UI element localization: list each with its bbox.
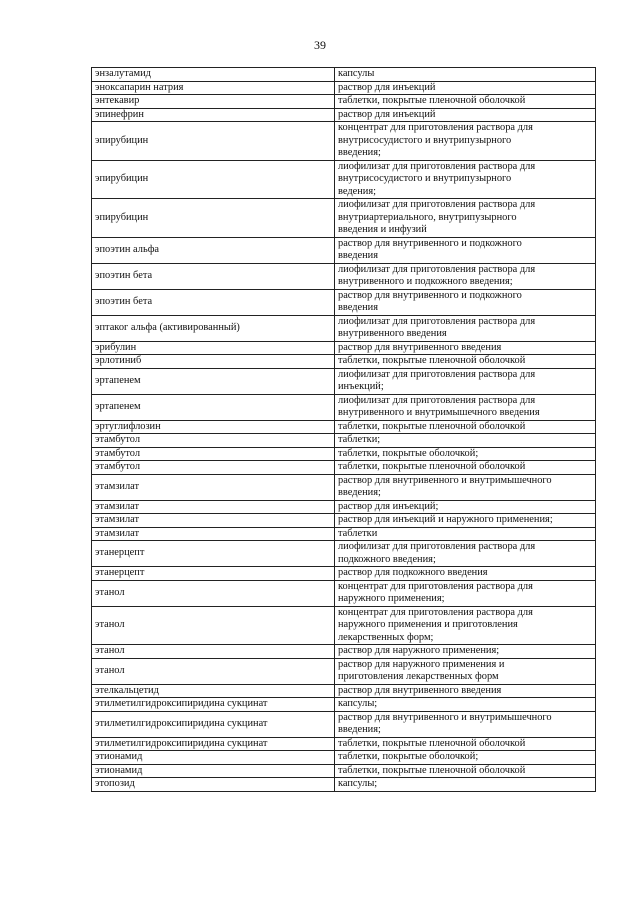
table-row	[92, 420, 596, 434]
table-row	[92, 394, 596, 420]
dosage-form-cell: капсулы;	[335, 778, 596, 792]
dosage-form-cell: раствор для наружного применения и приготовления лекарственных форм	[335, 658, 596, 684]
table-row	[92, 447, 596, 461]
dosage-form-cell: раствор для инъекций;	[335, 500, 596, 514]
drug-name-cell: этанол	[92, 606, 335, 645]
table-row	[92, 95, 596, 109]
dosage-form-cell: концентрат для приготовления раствора для наружного применения;	[335, 580, 596, 606]
drug-name-cell: энзалутамид	[92, 68, 335, 82]
dosage-form-cell: лиофилизат для приготовления раствора для внутрисосудистого и внутрипузырного ведения;	[335, 160, 596, 199]
drug-name-cell: этилметилгидроксипиридина сукцинат	[92, 737, 335, 751]
drug-name-cell: этанерцепт	[92, 567, 335, 581]
drug-name-cell: эрибулин	[92, 341, 335, 355]
table-body	[92, 68, 596, 792]
dosage-form-cell: лиофилизат для приготовления раствора для внутриартериального, внутрипузырного введения и инфузий	[335, 199, 596, 238]
drug-name-cell: этелкальцетид	[92, 684, 335, 698]
drug-name-cell: этилметилгидроксипиридина сукцинат	[92, 698, 335, 712]
table-row	[92, 698, 596, 712]
drug-name-cell: этамзилат	[92, 500, 335, 514]
table-row	[92, 764, 596, 778]
dosage-form-cell: раствор для инъекций и наружного применения;	[335, 514, 596, 528]
table-row	[92, 751, 596, 765]
dosage-form-cell: таблетки, покрытые оболочкой;	[335, 447, 596, 461]
table-row	[92, 68, 596, 82]
dosage-form-cell: таблетки;	[335, 434, 596, 448]
drug-name-cell: этанол	[92, 658, 335, 684]
table-row	[92, 237, 596, 263]
drug-table	[91, 67, 596, 792]
dosage-form-cell: таблетки, покрытые пленочной оболочкой	[335, 461, 596, 475]
drug-name-cell: этанол	[92, 645, 335, 659]
dosage-form-cell: лиофилизат для приготовления раствора для внутривенного и подкожного введения;	[335, 263, 596, 289]
drug-name-cell: этионамид	[92, 751, 335, 765]
dosage-form-cell: таблетки, покрытые пленочной оболочкой	[335, 737, 596, 751]
drug-name-cell: этилметилгидроксипиридина сукцинат	[92, 711, 335, 737]
table-row	[92, 527, 596, 541]
dosage-form-cell: капсулы;	[335, 698, 596, 712]
dosage-form-cell: таблетки, покрытые пленочной оболочкой	[335, 420, 596, 434]
drug-name-cell: этамбутол	[92, 461, 335, 475]
table-row	[92, 108, 596, 122]
dosage-form-cell: раствор для внутривенного и внутримышечного введения;	[335, 711, 596, 737]
drug-name-cell: этопозид	[92, 778, 335, 792]
table-row	[92, 711, 596, 737]
table-row	[92, 81, 596, 95]
dosage-form-cell: раствор для внутривенного и подкожного введения	[335, 237, 596, 263]
drug-name-cell: эртапенем	[92, 394, 335, 420]
dosage-form-cell: раствор для внутривенного и подкожного введения	[335, 289, 596, 315]
table-row	[92, 580, 596, 606]
drug-name-cell: эпинефрин	[92, 108, 335, 122]
table-row	[92, 500, 596, 514]
dosage-form-cell: лиофилизат для приготовления раствора для внутривенного введения	[335, 315, 596, 341]
table-row	[92, 160, 596, 199]
table-row	[92, 737, 596, 751]
dosage-form-cell: раствор для внутривенного и внутримышечного введения;	[335, 474, 596, 500]
dosage-form-cell: раствор для подкожного введения	[335, 567, 596, 581]
dosage-form-cell: таблетки, покрытые пленочной оболочкой	[335, 355, 596, 369]
table-row	[92, 645, 596, 659]
table-row	[92, 368, 596, 394]
drug-name-cell: эноксапарин натрия	[92, 81, 335, 95]
table-row	[92, 263, 596, 289]
table-row	[92, 315, 596, 341]
dosage-form-cell: раствор для инъекций	[335, 108, 596, 122]
table-row	[92, 606, 596, 645]
drug-name-cell: эпирубицин	[92, 122, 335, 161]
dosage-form-cell: раствор для инъекций	[335, 81, 596, 95]
dosage-form-cell: таблетки	[335, 527, 596, 541]
dosage-form-cell: лиофилизат для приготовления раствора для внутривенного и внутримышечного введения	[335, 394, 596, 420]
drug-name-cell: эртуглифлозин	[92, 420, 335, 434]
drug-name-cell: этанерцепт	[92, 541, 335, 567]
table-row	[92, 567, 596, 581]
drug-name-cell: этамбутол	[92, 447, 335, 461]
table-row	[92, 199, 596, 238]
page-number: 39	[314, 38, 326, 52]
dosage-form-cell: лиофилизат для приготовления раствора для подкожного введения;	[335, 541, 596, 567]
drug-name-cell: эртапенем	[92, 368, 335, 394]
drug-name-cell: этанол	[92, 580, 335, 606]
table-row	[92, 341, 596, 355]
table-row	[92, 658, 596, 684]
dosage-form-cell: таблетки, покрытые оболочкой;	[335, 751, 596, 765]
dosage-form-cell: капсулы	[335, 68, 596, 82]
drug-name-cell: этамзилат	[92, 474, 335, 500]
table-row	[92, 684, 596, 698]
dosage-form-cell: таблетки, покрытые пленочной оболочкой	[335, 95, 596, 109]
drug-name-cell: этамзилат	[92, 514, 335, 528]
table-row	[92, 474, 596, 500]
dosage-form-cell: концентрат для приготовления раствора для внутрисосудистого и внутрипузырного введения;	[335, 122, 596, 161]
drug-name-cell: этамзилат	[92, 527, 335, 541]
drug-name-cell: этамбутол	[92, 434, 335, 448]
dosage-form-cell: раствор для внутривенного введения	[335, 684, 596, 698]
table-row	[92, 778, 596, 792]
table-row	[92, 461, 596, 475]
dosage-form-cell: таблетки, покрытые пленочной оболочкой	[335, 764, 596, 778]
table-row	[92, 355, 596, 369]
dosage-form-cell: лиофилизат для приготовления раствора для инъекций;	[335, 368, 596, 394]
drug-name-cell: энтекавир	[92, 95, 335, 109]
drug-name-cell: эпоэтин альфа	[92, 237, 335, 263]
drug-name-cell: эпирубицин	[92, 160, 335, 199]
dosage-form-cell: концентрат для приготовления раствора для наружного применения и приготовления лекарственных форм;	[335, 606, 596, 645]
dosage-form-cell: раствор для внутривенного введения	[335, 341, 596, 355]
drug-name-cell: эптаког альфа (активированный)	[92, 315, 335, 341]
drug-name-cell: эпоэтин бета	[92, 263, 335, 289]
drug-name-cell: эпирубицин	[92, 199, 335, 238]
table-row	[92, 541, 596, 567]
dosage-form-cell: раствор для наружного применения;	[335, 645, 596, 659]
drug-name-cell: этионамид	[92, 764, 335, 778]
drug-name-cell: эпоэтин бета	[92, 289, 335, 315]
table-row	[92, 289, 596, 315]
table-row	[92, 514, 596, 528]
table-row	[92, 122, 596, 161]
table-row	[92, 434, 596, 448]
drug-name-cell: эрлотиниб	[92, 355, 335, 369]
